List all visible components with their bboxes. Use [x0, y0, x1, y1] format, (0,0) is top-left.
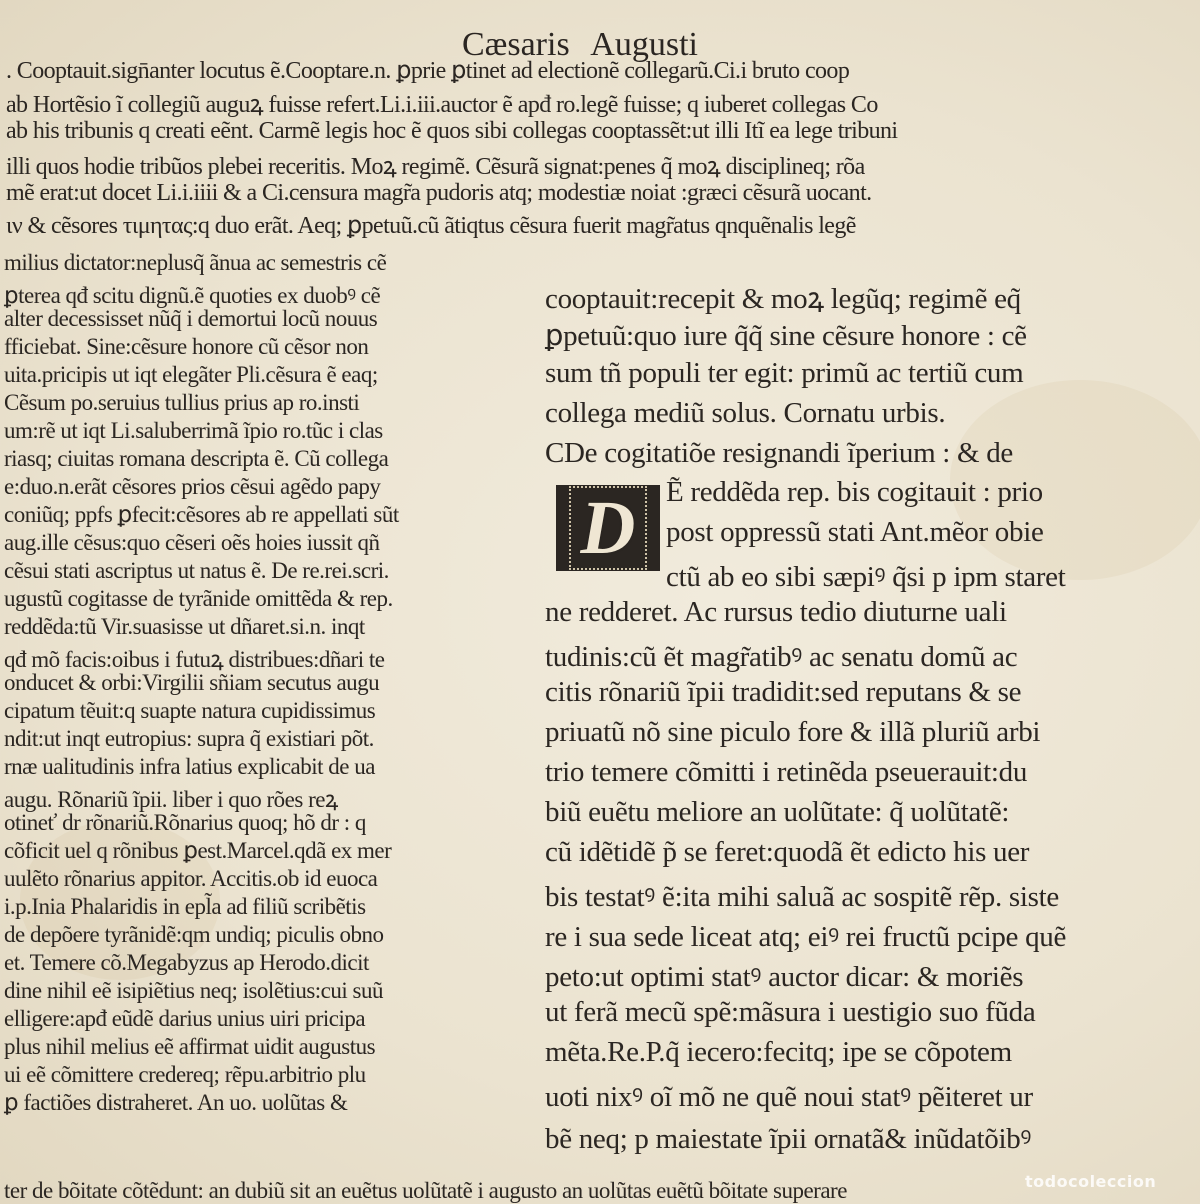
text-line: um:rẽ ut iqt Li.saluberrimã ĩpio ro.tũc i clas — [4, 418, 383, 443]
text-line: . Cooptauit.sign̄anter locutus ẽ.Cooptare.n. ꝑprie ꝑtinet ad electionẽ collegarũ.Ci.i bruto coop — [6, 58, 850, 84]
text-line: cũ idẽtidẽ p̃ se feret:quodã ẽt edicto his uer — [545, 836, 1030, 868]
text-line: ne redderet. Ac rursus tedio diuturne uali — [545, 596, 1007, 628]
text-line: cõficit uel q rõnibus ꝑest.Marcel.qdã ex mer — [4, 838, 392, 863]
text-line: riasq; ciuitas romana descripta ẽ. Cũ collega — [4, 446, 389, 471]
text-line: ui eẽ cõmittere credereq; rẽpu.arbitrio plu — [4, 1062, 366, 1087]
text-line: cipatum tẽuit:q suapte natura cupidissimus — [4, 698, 376, 723]
text-line: plus nihil melius eẽ affirmat uidit augustus — [4, 1034, 376, 1059]
text-line: uulẽto rõnarius appitor. Accitis.ob id euoca — [4, 866, 378, 891]
text-line: ut ferã mecũ spẽ:mãsura i uestigio suo fũda — [545, 996, 1036, 1028]
text-line: collega mediũ solus. Cornatu urbis. — [545, 397, 946, 429]
text-line: biũ euẽtu meliore an uolũtate: q̃ uolũtatẽ: — [545, 796, 1010, 828]
text-line: ctũ ab eo sibi sæpiꝰ q̃si p ipm staret — [666, 561, 1066, 593]
text-line: priuatũ nõ sine piculo fore & illã pluriũ arbi — [545, 716, 1041, 748]
text-line: alter decessisset nũq̃ i demortui locũ nouus — [4, 306, 378, 331]
text-line: qđ mõ facis:oibus i futuꝝ distribues:dñari te — [4, 647, 385, 672]
text-line: illi quos hodie tribũos plebei receritis. Moꝝ regimẽ. Cẽsurã signat:penes q̃ moꝝ disciplineq; rõa — [6, 154, 865, 180]
text-line: sum tñ populi ter egit: primũ ac tertiũ cum — [545, 357, 1024, 389]
drop-cap-letter: D — [569, 486, 648, 570]
text-line: coniũq; ppfs ꝑfecit:cẽsores ab re appellati sũt — [4, 502, 399, 527]
text-line: mẽ erat:ut docet Li.i.iiii & a Ci.censura magr̃a pudoris atq; modestiæ noiat :græci cẽsurã uocant. — [6, 180, 872, 206]
text-line: CDe cogitatiõe resignandi ĩperium : & de — [545, 437, 1013, 469]
text-line: tudinis:cũ ẽt magr̃atibꝰ ac senatu domũ ac — [545, 641, 1018, 673]
text-line: reddẽda:tũ Vir.suasisse ut dñaret.si.n. inqt — [4, 614, 365, 639]
text-line: dine nihil eẽ isipiẽtius neq; isolẽtius:cui suũ — [4, 978, 383, 1003]
text-line: et. Temere cõ.Megabyzus ap Herodo.dicit — [4, 950, 369, 975]
text-line: otineť dr rõnariũ.Rõnarius quoq; hõ dr : q — [4, 810, 366, 835]
text-line: ugustũ cogitasse de tyrãnide omittẽda & rep. — [4, 586, 393, 611]
text-line: de depõere tyrãnidẽ:qm undiq; piculis obno — [4, 922, 384, 947]
text-line: post oppressũ stati Ant.mẽor obie — [666, 516, 1044, 548]
text-line: bẽ neq; p maiestate ĩpii ornatã& inũdatõibꝰ — [545, 1123, 1032, 1155]
text-line: elligere:apđ eũdẽ darius unius uiri pricipa — [4, 1006, 366, 1031]
text-line: bis testatꝰ ẽ:ita mihi saluã ac sospitẽ rẽp. siste — [545, 881, 1059, 913]
watermark: todocoleccion — [1025, 1172, 1157, 1191]
text-line: aug.ille cẽsus:quo cẽseri oẽs hoies iussit qñ — [4, 530, 380, 555]
text-line: augu. Rõnariũ ĩpii. liber i quo rões reꝝ — [4, 787, 338, 812]
text-line: i.p.Inia Phalaridis in epl̃a ad filiũ scribẽtis — [4, 894, 366, 919]
running-header: Cæsaris Augusti — [462, 26, 698, 63]
text-line: uita.pricipis ut iqt elegãter Pli.cẽsura ẽ eaq; — [4, 362, 378, 387]
text-line: peto:ut optimi statꝰ auctor dicar: & moriẽs — [545, 961, 1024, 993]
text-line: milius dictator:neplusq̃ ãnua ac semestris cẽ — [4, 250, 387, 275]
text-line: ab his tribunis q creati eẽnt. Carmẽ legis hoc ẽ quos sibi collegas cooptassẽt:ut illi Itĩ ea lege tribuni — [6, 118, 898, 144]
text-line: ιν & cẽsores τιμητας:q duo erãt. Aeq; ꝑpetuũ.cũ ãtiqtus cẽsura fuerit magr̃atus qnquẽnalis legẽ — [6, 213, 856, 239]
text-line: uoti nixꝰ oĩ mõ ne quẽ noui statꝰ pẽiteret ur — [545, 1081, 1033, 1113]
text-line: fficiebat. Sine:cẽsure honore cũ cẽsor non — [4, 334, 369, 359]
text-line: ꝑterea qđ scitu dignũ.ẽ quoties ex duobꝰ cẽ — [4, 283, 381, 308]
text-line: ab Hortẽsio ĩ collegiũ auguꝝ fuisse refert.Li.i.iii.auctor ẽ apđ ro.legẽ fuisse; q iuberet collegas Co — [6, 92, 878, 118]
text-line: trio temere cõmitti i retinẽda pseuerauit:du — [545, 756, 1028, 788]
text-line: rnæ ualitudinis infra latius explicabit de ua — [4, 754, 375, 779]
text-line: mẽta.Re.P.q̃ iecero:fecitq; ipe se cõpotem — [545, 1036, 1012, 1068]
text-line: cooptauit:recepit & moꝝ legũq; regimẽ eq̃ — [545, 283, 1021, 315]
text-line: cẽsui stati ascriptus ut natus ẽ. De re.rei.scri. — [4, 558, 389, 583]
text-line: Cẽsum po.seruius tullius prius ap ro.insti — [4, 390, 360, 415]
text-line: onducet & orbi:Virgilii sñiam secutus augu — [4, 670, 380, 695]
text-line: re i sua sede liceat atq; eiꝰ rei fructũ pcipe quẽ — [545, 921, 1067, 953]
text-line: ꝑpetuũ:quo iure q̃q̃ sine cẽsure honore : cẽ — [545, 320, 1027, 352]
text-line: ꝑ factiões distraheret. An uo. uolũtas & — [4, 1090, 348, 1115]
text-line: e:duo.n.erãt cẽsores prios cẽsui agẽdo papy — [4, 474, 381, 499]
text-line: ndit:ut inqt eutropius: supra q̃ existiari põt. — [4, 726, 374, 751]
text-line: citis rõnariũ ĩpii tradidit:sed reputans & se — [545, 676, 1022, 708]
bottom-cut-line: ter de bõitate cõtẽdunt: an dubiũ sit an euẽtus uolũtatẽ i augusto an uolũtas euẽtũ bõitate superare — [4, 1178, 847, 1203]
text-line: Ẽ reddẽda rep. bis cogitauit : prio — [666, 476, 1043, 508]
decorated-initial-d — [556, 485, 660, 571]
